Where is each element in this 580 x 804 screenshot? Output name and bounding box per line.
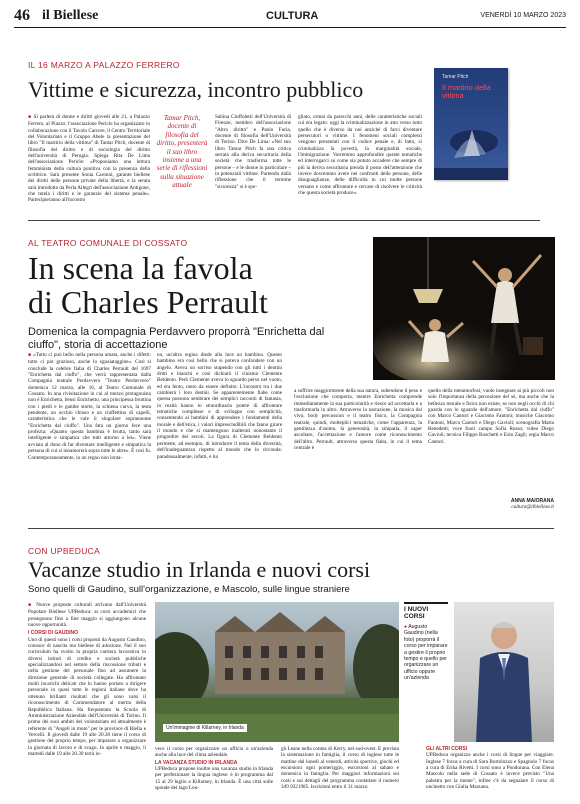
book-illustration: [434, 68, 508, 180]
art1-col3: gliato, ormai da parecchi anni, delle caratteristiche sociali cui era legato: oggi la criminalizzazione in atto verso tutto quello che è diverso da noi anziché di farci diventare persecutori o vittime. I fenomeni sociali complessi vengono presentati con il codice penale e, di fatto, si criminalizza la povertà, la marginalità sociale, l'immigrazione. Vorremmo approfondire queste tematiche ed interrogarci su come sia potuto accadere che sempre di più la deriva securitaria prenda il posto dell'attenzione che invece dovremmo avere nei confronti delle persone, delle disuguaglianze, delle difficoltà in cui molte persone versano e come affrontare e cercare di risolvere le criticità che questa società produce».: [298, 114, 422, 197]
stage-photo: [373, 237, 555, 380]
art1-title: Vittime e sicurezza, incontro pubblico: [28, 77, 364, 102]
side-box: [404, 602, 448, 742]
art3-kicker: CON UPBEDUCA: [28, 546, 101, 556]
art2-col4-block: [428, 388, 554, 522]
stage-illustration: [373, 237, 555, 380]
art3-col1: ■ Nuove proposte culturali arrivano dall'Università Popolare Biellese UPBeduca: ai corsi accademici che proseguono fino a fine maggio si aggiungono alcune nuove opportunità. I CORSI DI GAUDINO Uno di questi sono i corsi proposti da Augusto Gaudino, conosce di nascita ma biellese di adozione. Nel il suo curriculum ha svolto la propria carriera lavorativa in diversi istituti di credito e società pubbliche specializzandosi nel settore della riscossione tributi e nella gestione del personale fino ad assumere la direzione generale di società collegate. Ha affrontato molti incarichi delicati che lo hanno portato a dirigere personale in quasi tutte le regioni italiane dove ha ottenuto brillanti risultati che gli sono valsi il riconoscimento di Commendatore al merito della Repubblica Italiana. Ha frequentato la Scuola di Amministrazione Aziendale dell'Università di Torino. Il primo dei suoi ambiti del volontariato ed attualmente è referente di "Angeli in moto" per le province di Biella e Vercelli. Il giovedì dalle 19 alle 20.30 tiene il corso di gestione del proprio tempo, per imparare a organizzare la giornata di lavoro e di svago. In aprile e maggio, il martedì dalle 19 alle 20.30 terrà in-: [28, 602, 146, 757]
portrait-photo: [454, 602, 554, 742]
art2-signature: ANNA MAIORANA: [510, 498, 554, 504]
paper-name: il Biellese: [42, 8, 99, 23]
art2-col1: ■ «Tutto ci può bello nella persona amata, anche i difetti: tutto ci par grazioso, anche lo sguaiataggine». Così si conclude la celebre fiaba di Charles Perrault del 1697 "Enrichetta dal ciuffo", che verrà rappresentata dalla Compagnia teatrale Perdavvero "Teatro Perdavvero" domenica 12 marzo, alle 16, al Teatro Comunale di Cossato. In una rivisitazione in cui al mezzo protagonista non è Enrichetta, bensì Enrichetto, una principessa bruttina con i piedi e le gambe storte, la schiena curva, la testa pendente, un occhio chiuso e un ciuffettino di capelli, caratteristica che le vale il singolare soprannome "Enrichetta dal ciuffo". Una fata un giorno fece una profezia: «Quanto questa bambina è brutta, tanto sarà intelligente e simpatica che tutti attorno a lei». Viene avviata al dono di far diventare intelligente e simpatica la persona di cui si innamorerà sopra tutte le altre». È così fu. Contemporaneamente, in un regno non lonta-: [28, 352, 151, 461]
art2-col3: a soffrire maggiormente della sua natura, subendone il peso e l'esclusione che comporta, mentre Enrichetta comprende immediatamente la sua particolarità e riesce ad accettarla e a trasformarla in altro. Attraverso la narrazione, la musica dal vivo, body percussion e il teatro fisico, la Compagnia teatrale, quindi, molteplici tematiche, come l'apparenza, la gentilezza d'animo, la generosità, la simpatia, il saper ascoltare, l'accettazione e l'amore come riconoscimento dell'altro. Perrault, attraverso questa fiaba, in cui il tema centrale è: [294, 388, 422, 452]
section-name: CULTURA: [266, 10, 319, 22]
art3-col2: vece il corso per organizzare un ufficio o un'azienda anche alla luce del clima aziendale. LA VACANZA STUDIO IN IRLANDA UPBeduca propone inoltre una vacanza studio in Irlanda per perfezionare la lingua inglese: è in programma dal 15 al 29 luglio a Killarney, in Irlanda. È una città sulle sponde del lago Lou-: [155, 746, 273, 792]
art3-col4: GLI ALTRI CORSI UPBeduca organizza anche i corsi di lingue per viaggiare. Inglese 7 focus a cura di Sara Bortolozzo e Spagnolo 7 focus a cura di Erika Rivetti. I corsi sono a Pondurana. Con Elena Mascolo nella sede di Cossato è invece previsto "Una palestra per la mente", infine c'è da segnalare il corso di uncinetto con Giulia Marzana.: [426, 746, 554, 791]
killarney-photo: [155, 602, 399, 742]
side-box-text: ● Augusto Gaudino (nella foto) proporrà il corso per imparare a gestire il proprio tempo e quello per organizzare un ufficio oppure un'azienda: [404, 624, 448, 682]
page-header: [14, 6, 566, 28]
page-number: 46: [14, 7, 30, 24]
issue-date: VENERDÌ 10 MARZO 2023: [480, 12, 566, 19]
art2-kicker: AL TEATRO COMUNALE DI COSSATO: [28, 238, 188, 248]
art1-col2: Sabina Ciuffoletti dell'Università di Firenze, membro dell'associazione "Altro diritto" e Paolo Furia, docente di filosofia dell'Università di Torino. Dice De Lima: «Nel suo libro Tamar Pitch fa una critica serrata alla deriva securitaria della società che trasforma tutte le persone – e le donne in particolare – in potenziali vittime. Partendo dalla riflessione che il termine "sicurezza" si è spo-: [215, 114, 291, 190]
photo-caption: Un'immagine di Killarney, in Irlanda: [163, 724, 247, 732]
art3-col1-head: I CORSI DI GAUDINO: [28, 630, 79, 637]
art2-col2: no, un'altra regina diede alla luce un bambino. Questo bambino era così bello che si poteva confondere con un angelo. Aveva un sorriso stupendo con gli tutti i dentini dritti e bianchi e così dichiarò il cinismo Clemente Beldento. Però Clemente aveva lo sguardo perso nel vuoto, ed era lento, tanto da essere definito. L'incontro tra i due cambierà i loro destini. Se apparentemente fiabe come questa possono sembrare dei semplici racconti di fantasia, in realtà hanno lo straordinario potere di affrontare tematiche complesse e di sviluppo con semplicità, consentendo ai bambini di apprendere i fondamenti della morale e dell'etica, i valori imprescindibili che fanno girare il mondo e che si mantengono inalterati nonostante il progredire dei secoli. La figura di Clemente Beldento permette, ad esempio, di introdurre il tema della diversità, dell'inadeguatezza rispetto al mondo che lo circonda: paradossalmente, infatti, è lui: [157, 352, 282, 460]
art3-col2-head: LA VACANZA STUDIO IN IRLANDA: [155, 759, 238, 766]
art3-title: Vacanze studio in Irlanda e nuovi corsi: [28, 557, 371, 582]
side-box-title: I NUOVI CORSI: [404, 606, 429, 620]
art1-kicker: IL 16 MARZO A PALAZZO FERRERO: [28, 60, 180, 70]
book-author: Tamar Pitch: [442, 74, 469, 80]
art2-col4: quello della metamorfosi, vuole insegnare ai più piccoli non solo l'importanza della percezione del sé, ma anche che la bellezza morale e fisica non esiste, se non negli occhi di chi guarda con lo sguardo dell'amore. "Enrichetta dal ciuffo" con Marco Cantori e Giacomo Fantoni; musiche Giacomo Fantoni, Marco Cantori e Diego Gavioli; scenografia Marta Benedetti; voce fuori campo Sofia Russo; video Diego Gavioli; tecnica Filippo Boschetti e Ezio Zagli; regia Marco Cantori.: [428, 388, 554, 445]
divider: [28, 528, 554, 529]
art3-col4-head: GLI ALTRI CORSI: [426, 746, 468, 752]
manor-illustration: [155, 602, 399, 742]
art2-title-line1: In scena la favola: [28, 250, 253, 286]
art2-email: cultura@ilbiellese.it: [511, 504, 554, 510]
art2-title-line2: di Charles Perrault: [28, 284, 268, 320]
art1-col1: ■ Si parlerà di donne e diritti giovedì alle 21, a Palazzo Ferrero, al Piazzo: l'associazione Pericle ha organizzato in collaborazione con il Tavolo Carcere, il Centro Territoriale del Volontariato e il Gruppo Abele la presentazione del libro "Il martirio della vittima" di Tamar Pitch, docente di filosofia del diritto e di sociologia del diritto dell'università di Perugia. Spiega Rita De Lima dell'associazione Pericle: «Proponiamo una lettura femminista della cultura punitiva con la presenza della scrittrice. Sarà presente Sonia Caronni, garante biellese dei diritti delle persone private della libertà, e la serata sarà introdotta da Perla Allegri dell'associazione Antigone, che tutela i diritti e le garanzie del sistema penale». Partecipieranno all'incontro: [28, 114, 150, 204]
art3-subtitle: Sono quelli di Gaudino, sull'organizzazione, e Mascolo, sulle lingue straniere: [28, 584, 350, 595]
book-cover-image: [434, 68, 508, 180]
portrait-illustration: [454, 602, 554, 742]
art3-col3: gh Leane nella contea di Kerry, nel sud-ovest. È prevista la sistemazione in famiglia, il corso di inglese tutte le mattine dal lunedì al venerdì, attività sportive, giochi ed escursioni ogni pomeriggio, escursioni al sabato e domenica in famiglia. Per maggiori informazioni sui costi e sui dettagli del programma contattare il numero 349 9321985. Iscrizioni entro il 31 marzo.: [281, 746, 399, 791]
art1-pull-quote: Tamar Pitch, docente di filosofia del diritto, presenterà il suo libro insieme a una serie di riflessioni sulla situazione attuale: [156, 114, 208, 190]
divider: [28, 220, 540, 221]
art2-subtitle: Domenica la compagnia Perdavvero proporrà "Enrichetta dal ciuffo", storia di accettazione: [28, 326, 325, 352]
book-title: Il martirio della vittima: [442, 83, 491, 100]
